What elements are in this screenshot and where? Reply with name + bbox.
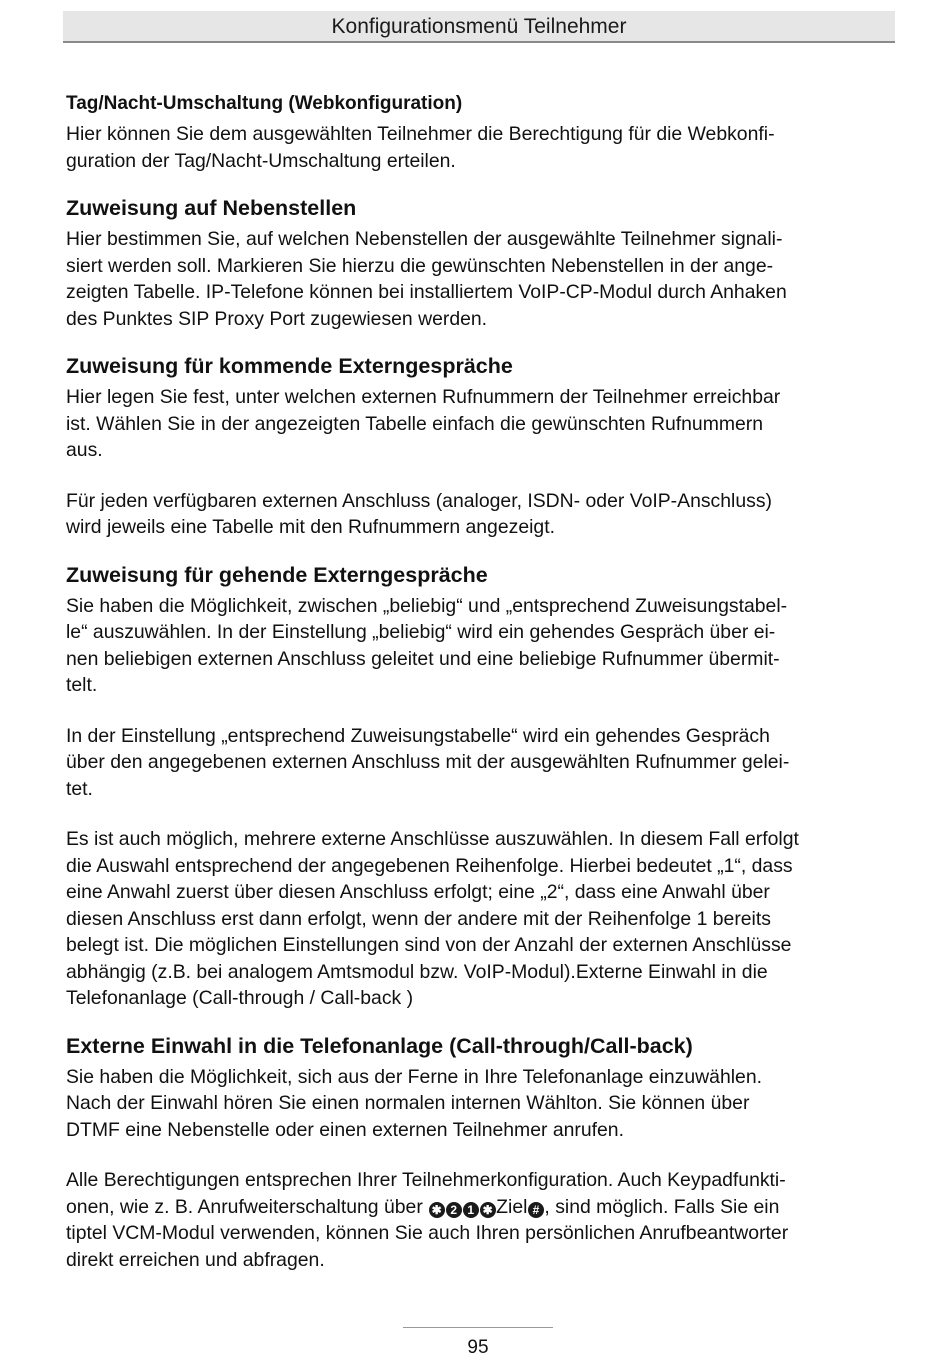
- ziel-text: Ziel: [496, 1195, 528, 1218]
- text-line: Für jeden verfügbaren externen Anschluss (analoger, ISDN- oder VoIP-Anschluss): [66, 489, 772, 512]
- text-line: Hier können Sie dem ausgewählten Teilnehmer die Berechtigung für die Webkonfi-: [66, 123, 775, 145]
- text-line: aus.: [66, 439, 103, 461]
- text-line: Nach der Einwahl hören Sie einen normalen internen Wählton. Sie können über: [66, 1092, 750, 1114]
- star-key-icon: ✱: [429, 1202, 445, 1218]
- text-line: telt.: [66, 674, 98, 696]
- text-line: wird jeweils eine Tabelle mit den Rufnummern angezeigt.: [66, 516, 555, 538]
- section-nebenstellen: [66, 194, 896, 332]
- footer-divider: [403, 1327, 553, 1328]
- digit-1-key-icon: 1: [463, 1202, 479, 1218]
- text-line: die Auswahl entsprechend der angegebenen Reihenfolge. Hierbei bedeutet „1“, dass: [66, 854, 793, 877]
- text-line: Hier bestimmen Sie, auf welchen Nebenstellen der ausgewählte Teilnehmer signali-: [66, 228, 783, 250]
- section-heading: Zuweisung für kommende Externgespräche: [66, 354, 513, 378]
- section-kommende: [66, 352, 896, 541]
- text-line: tiptel VCM-Modul verwenden, können Sie auch Ihren persönlichen Anrufbeantworter: [66, 1222, 789, 1244]
- text-line: In der Einstellung „entsprechend Zuweisungstabelle“ wird ein gehendes Gespräch: [66, 724, 770, 747]
- section-heading: Zuweisung für gehende Externgespräche: [66, 562, 488, 587]
- hash-key-icon: #: [528, 1202, 544, 1218]
- text-line: abhängig (z.B. bei analogem Amtsmodul bzw. VoIP-Modul).Externe Einwahl in die: [66, 960, 768, 983]
- text-line: Telefonanlage (Call-through / Call-back ): [66, 987, 414, 1009]
- text-line: DTMF eine Nebenstelle oder einen externen Teilnehmer anrufen.: [66, 1118, 624, 1141]
- text-line: belegt ist. Die möglichen Einstellungen sind von der Anzahl der externen Anschlüsse: [66, 934, 792, 956]
- section-tag-nacht: [66, 91, 896, 174]
- header-title: Konfigurationsmenü Teilnehmer: [331, 15, 627, 38]
- text-line: tet.: [66, 777, 93, 800]
- text-line: direkt erreichen und abfragen.: [66, 1248, 325, 1271]
- section-gehende: [66, 561, 896, 1012]
- text-line: Sie haben die Möglichkeit, sich aus der Ferne in Ihre Telefonanlage einzuwählen.: [66, 1065, 762, 1088]
- text-line: diesen Anschluss erst dann erfolgt, wenn der andere mit der Reihenfolge 1 bereits: [66, 907, 771, 930]
- section-heading: Externe Einwahl in die Telefonanlage (Call-through/Call-back): [66, 1033, 693, 1058]
- text-line: Hier legen Sie fest, unter welchen externen Rufnummern der Teilnehmer erreichbar: [66, 386, 781, 408]
- text-segment: onen, wie z. B. Anrufweiterschaltung über: [66, 1195, 429, 1218]
- text-line: Sie haben die Möglichkeit, zwischen „beliebig“ und „entsprechend Zuweisungstabel-: [66, 594, 788, 617]
- text-line: siert werden soll. Markieren Sie hierzu die gewünschten Nebenstellen in der ange-: [66, 254, 774, 277]
- star-key-icon: ✱: [480, 1202, 496, 1218]
- text-line: nen beliebigen externen Anschluss geleitet und eine beliebige Rufnummer übermit-: [66, 647, 780, 670]
- text-segment: , sind möglich. Falls Sie ein: [544, 1195, 780, 1218]
- page-header: [63, 11, 895, 43]
- text-line: eine Anwahl zuerst über diesen Anschluss erfolgt; eine „2“, dass eine Anwahl über: [66, 881, 770, 903]
- text-line: Es ist auch möglich, mehrere externe Anschlüsse auszuwählen. In diesem Fall erfolgt: [66, 828, 799, 850]
- text-line: über den angegebenen externen Anschluss mit der ausgewählten Rufnummer gelei-: [66, 751, 790, 773]
- text-line: Alle Berechtigungen entsprechen Ihrer Teilnehmerkonfiguration. Auch Keypadfunkti-: [66, 1169, 786, 1191]
- text-line: des Punktes SIP Proxy Port zugewiesen werden.: [66, 307, 488, 330]
- page-content: [66, 91, 896, 1273]
- digit-2-key-icon: 2: [446, 1202, 462, 1218]
- section-einwahl: [66, 1032, 896, 1274]
- text-line: ist. Wählen Sie in der angezeigten Tabelle einfach die gewünschten Rufnummern: [66, 412, 764, 435]
- section-heading: Tag/Nacht-Umschaltung (Webkonfiguration): [66, 93, 463, 114]
- text-line: le“ auszuwählen. In der Einstellung „beliebig“ wird ein gehendes Gespräch über ei-: [66, 621, 776, 643]
- text-line: guration der Tag/Nacht-Umschaltung erteilen.: [66, 149, 456, 172]
- text-line: zeigten Tabelle. IP-Telefone können bei installiertem VoIP-CP-Modul durch Anhaken: [66, 281, 787, 303]
- section-heading: Zuweisung auf Nebenstellen: [66, 196, 357, 220]
- page-number: 95: [467, 1337, 489, 1358]
- text-line-with-keys: [66, 1194, 896, 1221]
